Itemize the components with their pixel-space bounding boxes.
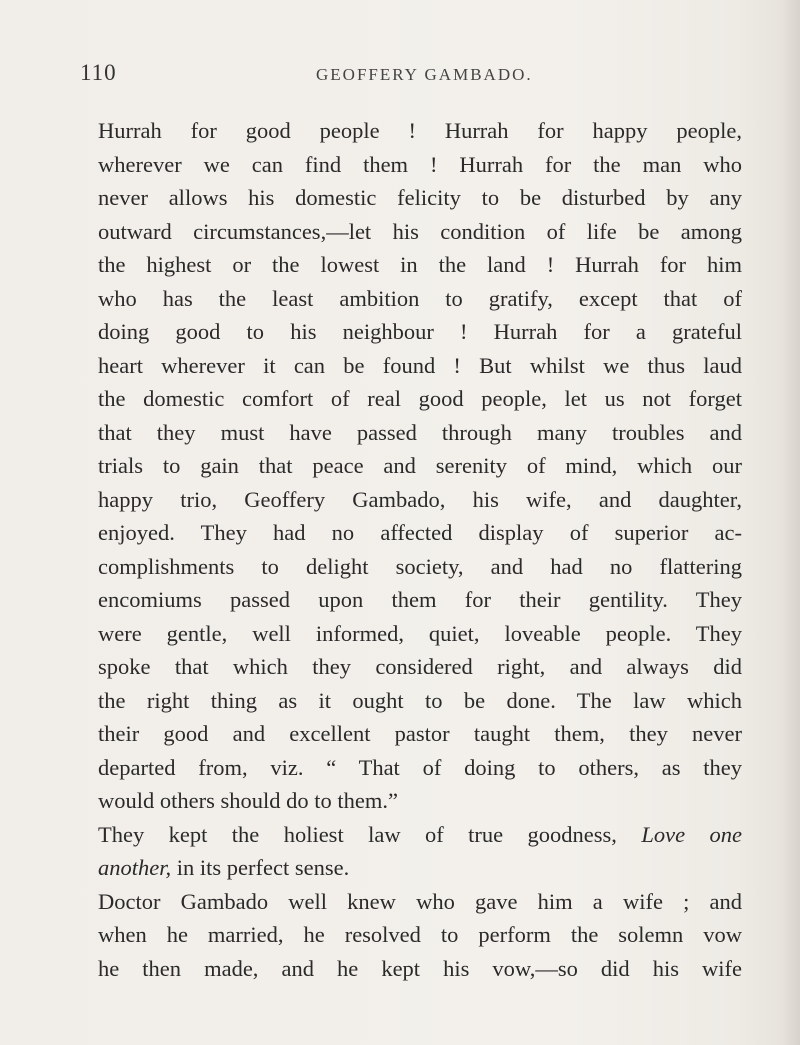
text-line: heart wherever it can be found ! But whilst we thus laud [98,352,742,378]
text-segment: in its perfect sense. [176,855,350,880]
text-line: encomiums passed upon them for their gentility. They [98,587,742,612]
page-edge-shadow [782,0,800,1045]
text-line: trials to gain that peace and serenity of mind, which our [98,453,742,478]
page-number: 110 [80,60,117,85]
text-line: he then made, and he kept his vow,—so did his wife [98,955,742,981]
text-line: outward circumstances,—let his condition of life be among [98,218,742,244]
text-line: would others should do to them.” [98,788,398,813]
text-line: were gentle, well informed, quiet, loveable people. They [98,620,742,646]
text-line: Doctor Gambado well knew who gave him a wife ; and [98,888,742,914]
text-segment: They kept the holiest law of true goodness, [98,821,617,847]
text-line: Hurrah for good people ! Hurrah for happy people, [98,118,742,143]
running-head [80,60,740,90]
italic-phrase: another, [98,855,172,880]
text-line: doing good to his neighbour ! Hurrah for a grateful [98,319,742,344]
text-line: who has the least ambition to gratify, except that of [98,285,742,311]
italic-phrase: Love one [641,821,742,847]
text-line: when he married, he resolved to perform the solemn vow [98,922,742,947]
body-text [98,114,742,985]
text-line: happy trio, Geoffery Gambado, his wife, and daughter, [98,486,742,512]
text-line: the domestic comfort of real good people, let us not forget [98,386,742,411]
running-title: GEOFFERY GAMBADO. [316,65,533,84]
text-line: the right thing as it ought to be done. The law which [98,687,742,713]
text-line: their good and excellent pastor taught them, they never [98,721,742,746]
text-line: departed from, viz. “ That of doing to others, as they [98,754,742,780]
text-line: enjoyed. They had no affected display of superior ac- [98,520,742,545]
text-line: never allows his domestic felicity to be disturbed by any [98,185,742,210]
text-line-with-italic [98,851,742,885]
text-line-with-italic [98,818,742,852]
text-line: the highest or the lowest in the land ! Hurrah for him [98,252,742,277]
text-line: complishments to delight society, and had no flattering [98,553,742,579]
text-line: wherever we can find them ! Hurrah for the man who [98,151,742,177]
text-line: that they must have passed through many troubles and [98,419,742,445]
text-line: spoke that which they considered right, and always did [98,654,742,679]
